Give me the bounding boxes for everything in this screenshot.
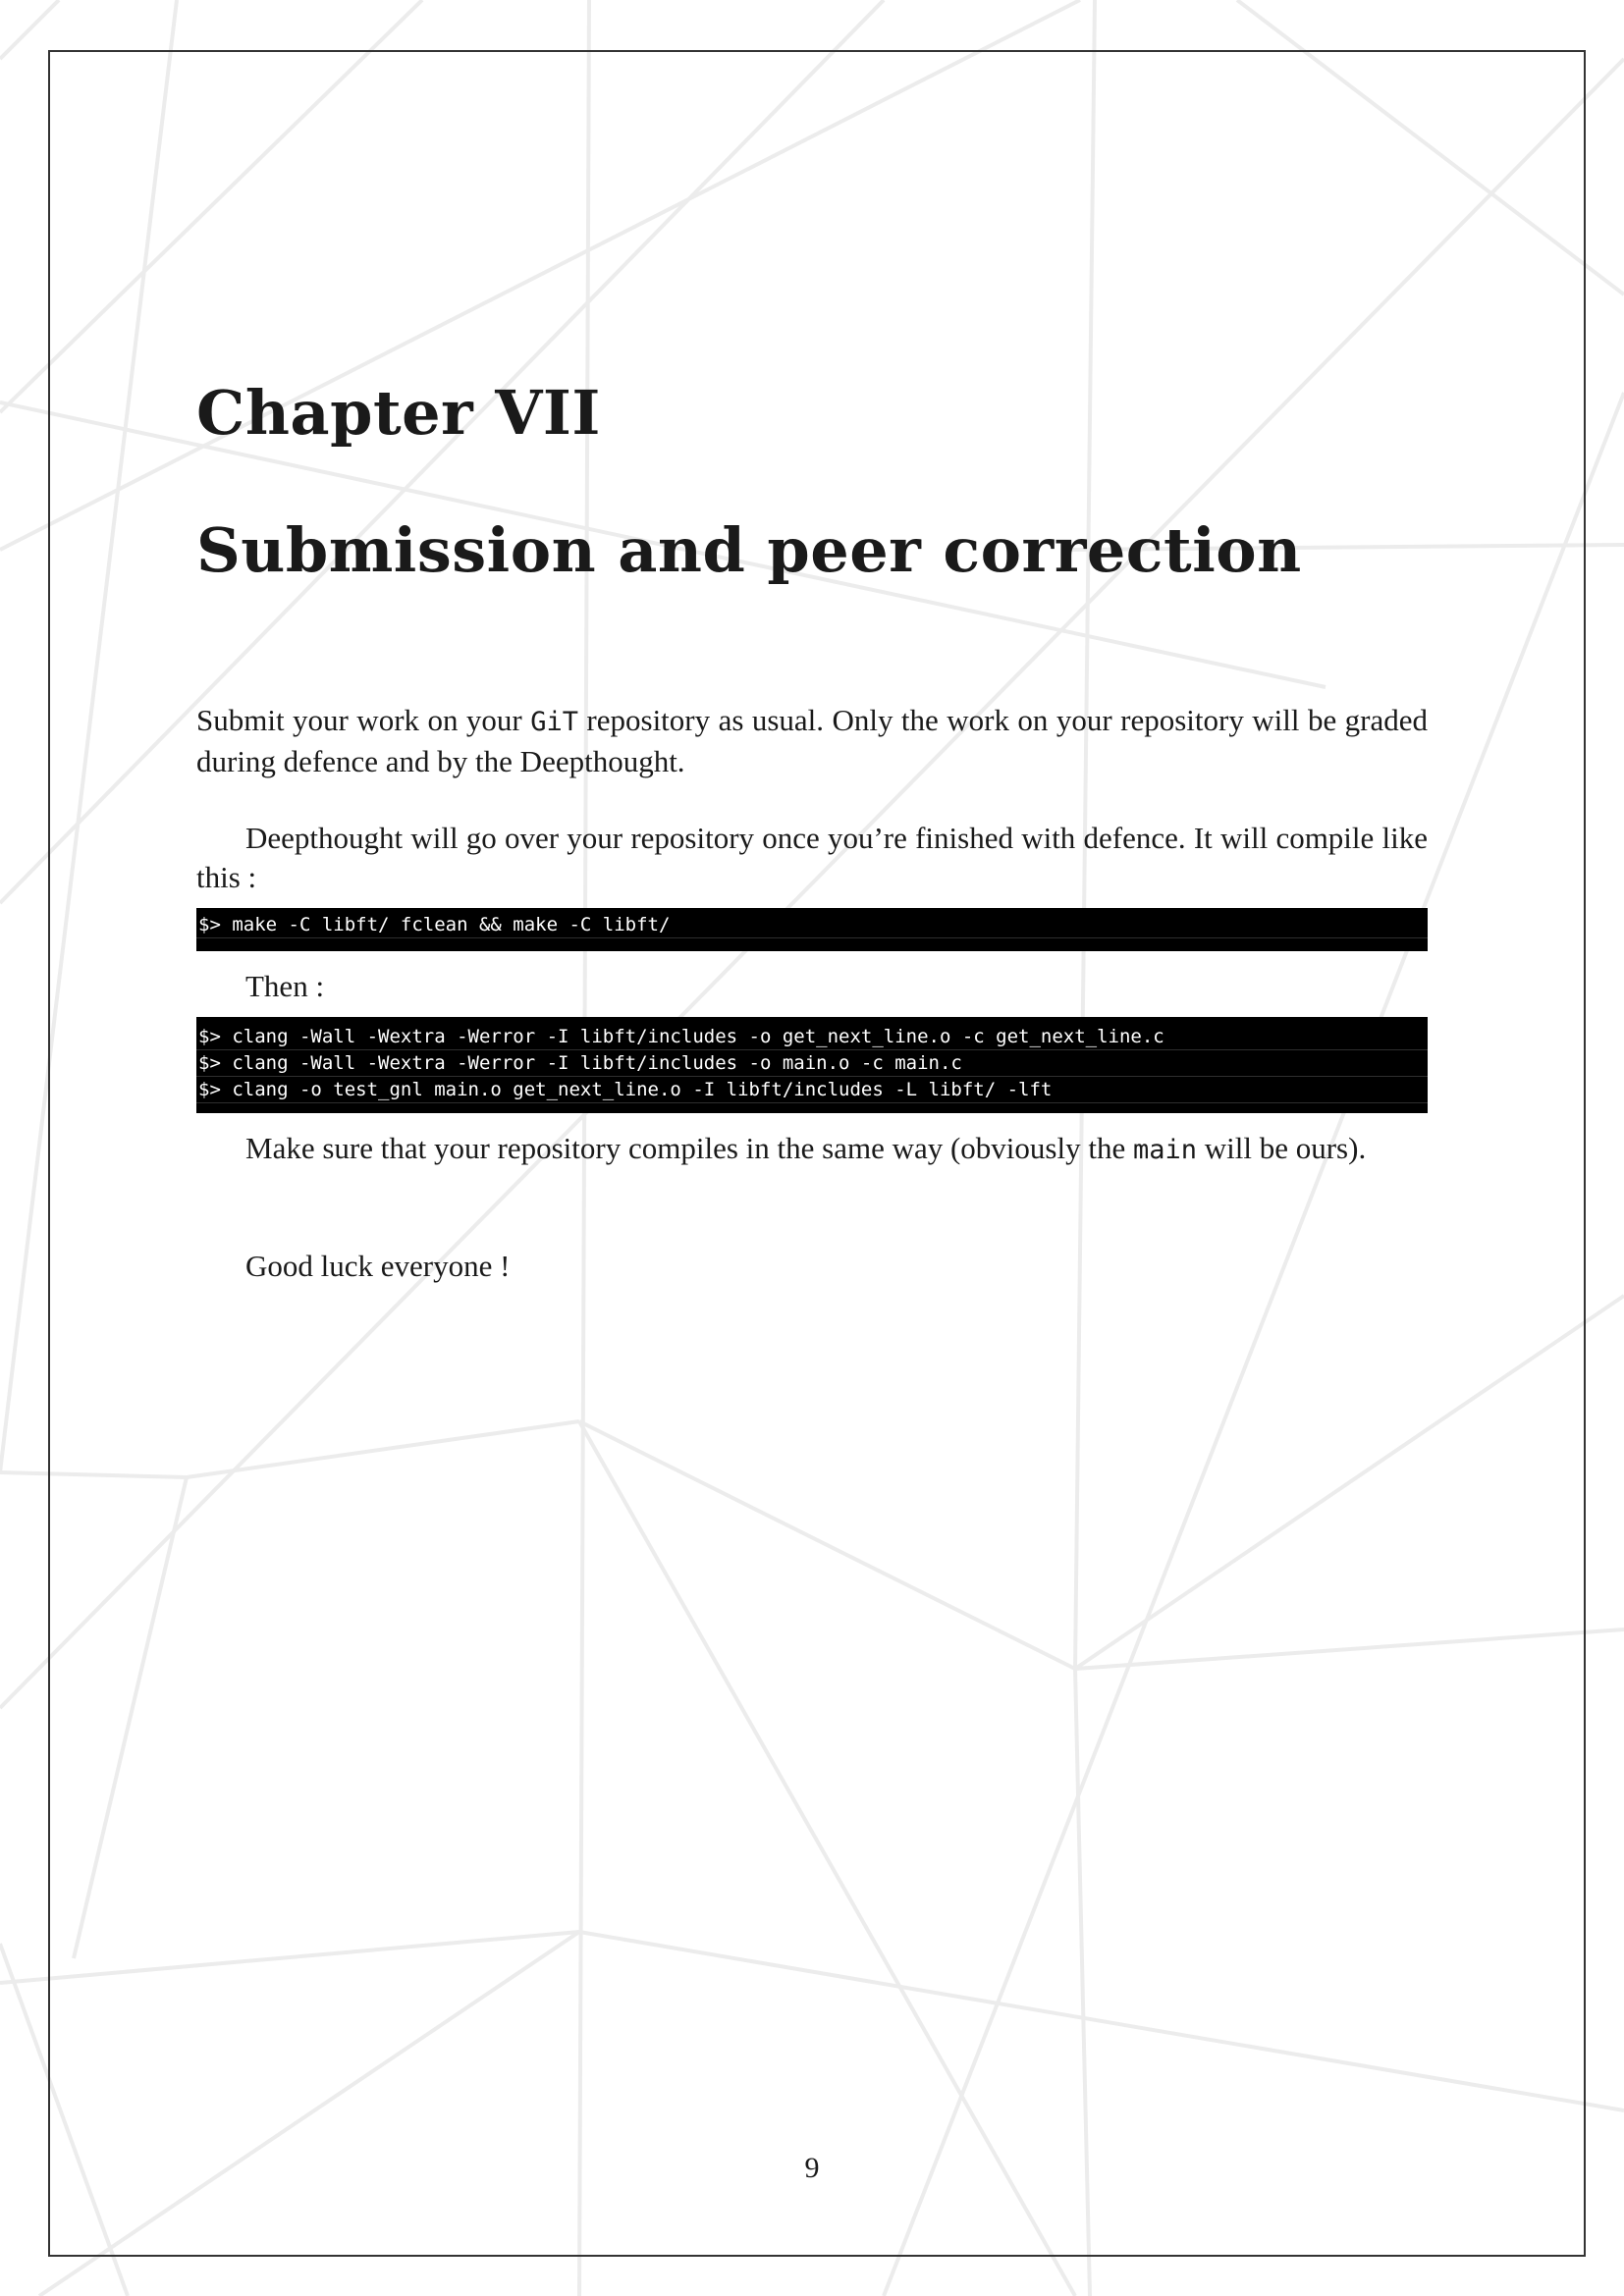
chapter-number-heading: Chapter VII: [196, 377, 601, 449]
paragraph-make-sure-text-start: Make sure that your repository compiles in the same way (obviously the: [245, 1131, 1133, 1165]
code-block-make: [196, 908, 1428, 951]
paragraph-make-sure-text-end: will be ours).: [1197, 1131, 1367, 1165]
paragraph-then: Then :: [245, 969, 325, 1003]
paragraph-submit-text-start: Submit your work on your: [196, 703, 531, 737]
paragraph-good-luck: Good luck everyone !: [245, 1249, 511, 1283]
page-number: 9: [804, 2152, 820, 2184]
paragraph-make-sure: [196, 1129, 1428, 1170]
paragraph-submit: [196, 701, 1428, 781]
code-block-clang: [196, 1017, 1428, 1113]
code-line: $> clang -o test_gnl main.o get_next_line.o -I libft/includes -L libft/ -lft: [196, 1077, 1428, 1103]
paragraph-submit-text-end: repository as usual. Only the work on your repository will be graded during defence and by the Deepthought.: [196, 703, 1428, 778]
chapter-title: Submission and peer correction: [196, 514, 1302, 586]
paragraph-deepthought: Deepthought will go over your repository once you’re finished with defence. It will compile like this :: [196, 821, 1428, 894]
code-line: $> clang -Wall -Wextra -Werror -I libft/includes -o main.o -c main.c: [196, 1050, 1428, 1077]
code-line: $> make -C libft/ fclean && make -C libft/: [196, 912, 1428, 938]
inline-code-main: main: [1132, 1135, 1197, 1165]
inline-code-git: GiT: [530, 707, 578, 737]
code-line: $> clang -Wall -Wextra -Werror -I libft/includes -o get_next_line.o -c get_next_line.c: [196, 1024, 1428, 1050]
